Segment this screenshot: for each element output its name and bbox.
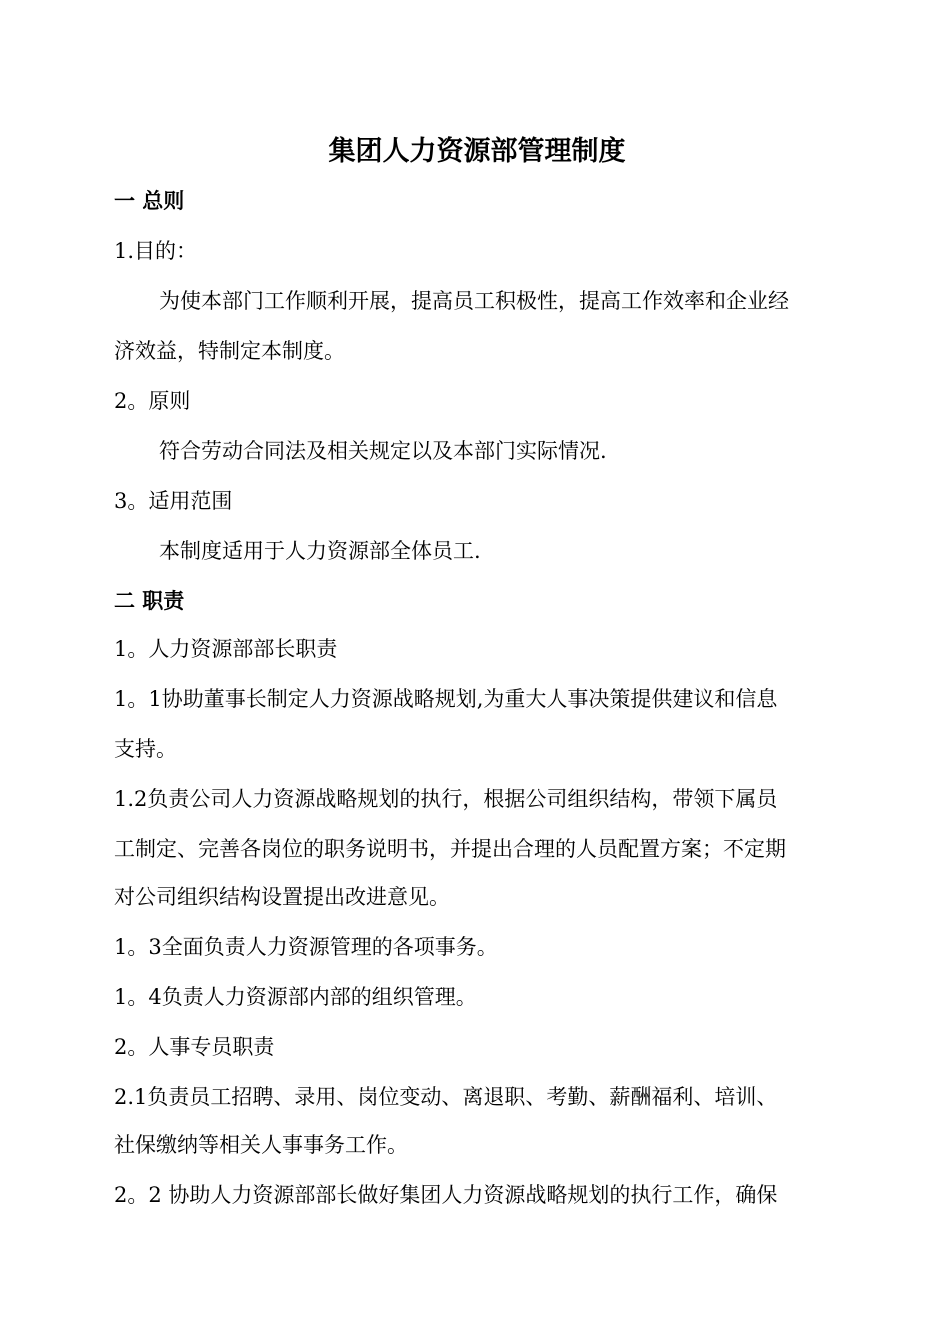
duty-2-1-line-2: 社保缴纳等相关人事事务工作。 (114, 1133, 408, 1157)
section-heading-general: 一 总则 (114, 188, 185, 213)
item-principle-heading: 2。原则 (114, 389, 191, 413)
item-purpose-heading: 1.目的： (114, 239, 198, 263)
purpose-text-line-2: 济效益，特制定本制度。 (114, 339, 345, 363)
duty-1-3: 1。3全面负责人力资源管理的各项事务。 (114, 935, 498, 959)
section-heading-duties: 二 职责 (114, 588, 185, 613)
duty-1-4: 1。4负责人力资源部内部的组织管理。 (114, 985, 477, 1009)
item-scope-heading: 3。适用范围 (114, 489, 233, 513)
duty-1-2-line-1: 1.2负责公司人力资源战略规划的执行，根据公司组织结构，带领下属员 (114, 787, 778, 811)
duty-1-1-line-2: 支持。 (114, 737, 177, 761)
duty-1-2-line-2: 工制定、完善各岗位的职务说明书，并提出合理的人员配置方案；不定期 (114, 837, 786, 861)
director-duties-heading: 1。人力资源部部长职责 (114, 637, 338, 661)
duty-1-1-line-1: 1。1协助董事长制定人力资源战略规划,为重大人事决策提供建议和信息 (114, 687, 778, 711)
scope-text: 本制度适用于人力资源部全体员工. (159, 539, 481, 563)
document-title: 集团人力资源部管理制度 (328, 136, 626, 167)
duty-2-2-line-1: 2。2 协助人力资源部部长做好集团人力资源战略规划的执行工作，确保 (114, 1183, 778, 1207)
specialist-duties-heading: 2。人事专员职责 (114, 1035, 275, 1059)
duty-2-1-line-1: 2.1负责员工招聘、录用、岗位变动、离退职、考勤、薪酬福利、培训、 (114, 1085, 778, 1109)
principle-text: 符合劳动合同法及相关规定以及本部门实际情况. (159, 439, 607, 463)
duty-1-2-line-3: 对公司组织结构设置提出改进意见。 (114, 885, 450, 909)
purpose-text-line-1: 为使本部门工作顺利开展，提高员工积极性，提高工作效率和企业经 (159, 289, 789, 313)
